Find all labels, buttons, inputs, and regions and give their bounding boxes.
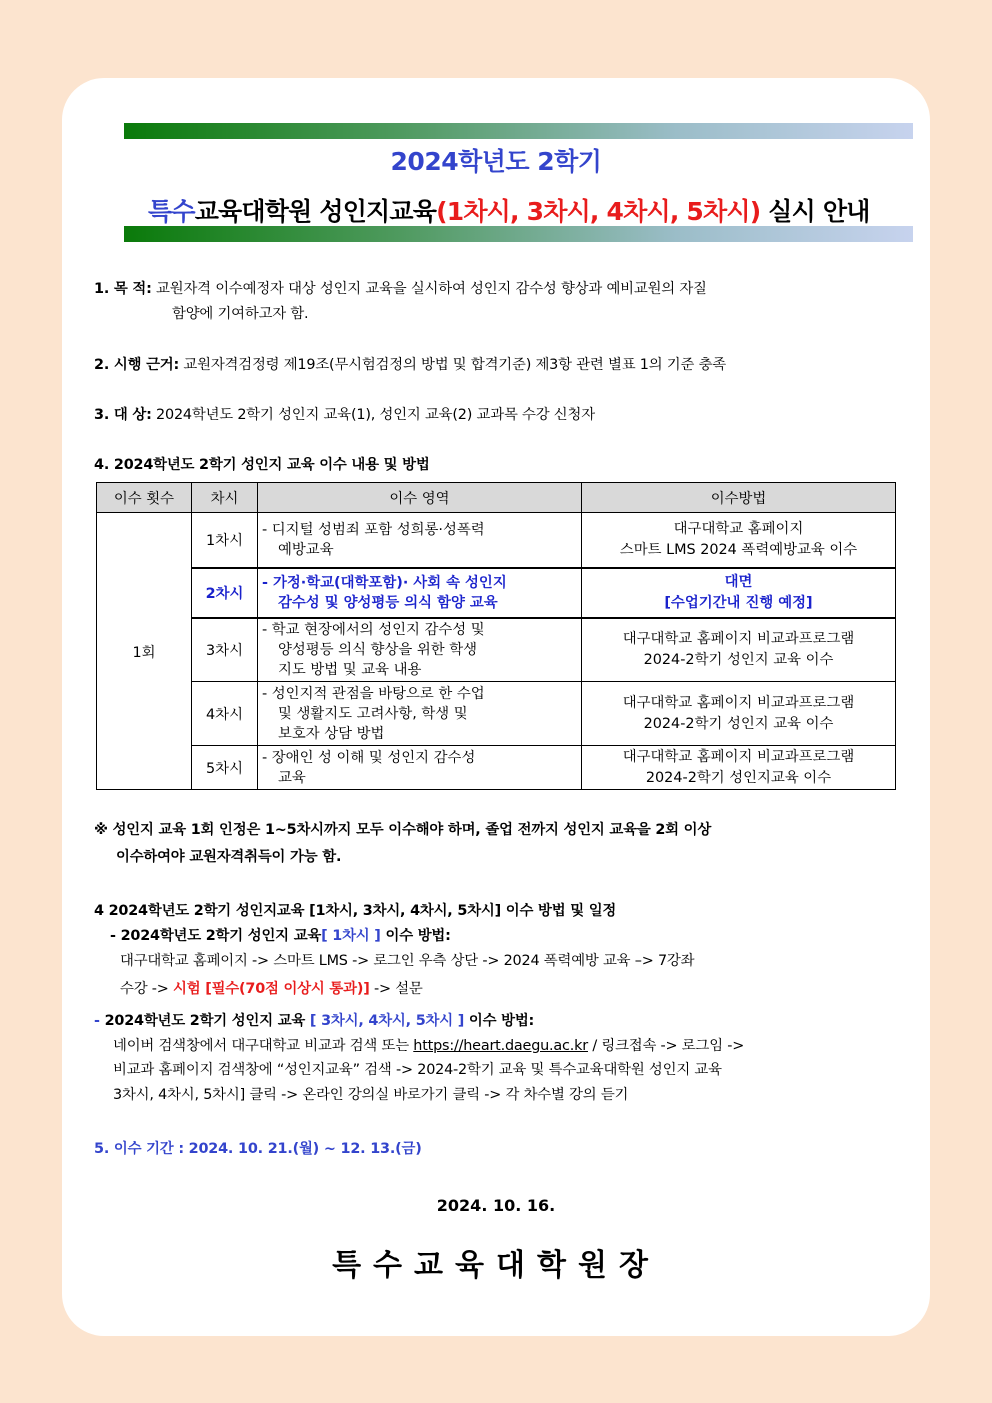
table-row (97, 618, 896, 682)
session-cell: 5차시 (192, 746, 258, 790)
title-prefix: 특수 (148, 197, 195, 226)
area-cell: - 가정·학교(대학포함)· 사회 속 성인지 감수성 및 양성평등 의식 함양 교육 (258, 568, 582, 618)
heart-link[interactable]: https://heart.daegu.ac.kr (413, 1038, 588, 1054)
table-row (97, 513, 896, 568)
title-sessions: (1차시, 3차시, 4차시, 5차시) (436, 197, 761, 226)
area-cell: - 디지털 성범죄 포함 성희롱·성폭력 예방교육 (258, 513, 582, 568)
purpose-label: 1. 목 적: (94, 281, 152, 297)
target-line: 3. 대 상: 2024학년도 2학기 성인지 교육(1), 성인지 교육(2) 교과목 수강 신청자 (94, 407, 595, 423)
method-cell: 대구대학교 홈페이지 비교과프로그램 2024-2학기 성인지 교육 이수 (582, 618, 896, 682)
s1-session: [ 1차시 ] (321, 928, 381, 944)
purpose-line1: 1. 목 적: 교원자격 이수예정자 대상 성인지 교육을 실시하여 성인지 감수성 향상과 예비교원의 자질 (94, 281, 707, 297)
area-cell: - 성인지적 관점을 바탕으로 한 수업 및 생활지도 고려사항, 학생 및 보호자 상담 방법 (258, 682, 582, 746)
page-title (148, 192, 870, 228)
period-line: 5. 이수 기간 : 2024. 10. 21.(월) ~ 12. 13.(금) (94, 1141, 422, 1157)
method-cell: 대구대학교 홈페이지 비교과프로그램 2024-2학기 성인지교육 이수 (582, 746, 896, 790)
target-label: 3. 대 상: (94, 407, 152, 423)
note-line2: 이수하여야 교원자격취득이 가능 함. (116, 849, 342, 865)
header-gradient-bar-bottom (124, 226, 913, 242)
note-line1: ※ 성인지 교육 1회 인정은 1~5차시까지 모두 이수해야 하며, 졸업 전까지 성인지 교육을 2회 이상 (94, 822, 712, 838)
schedule-s2-line3: 3차시, 4차시, 5차시] 클릭 -> 온라인 강의실 바로가기 클릭 -> 각 차수별 강의 듣기 (113, 1087, 629, 1103)
exam-required: 시험 [필수(70점 이상시 통과)] (173, 981, 370, 997)
schedule-s2-line1: 네이버 검색창에서 대구대학교 비교과 검색 또는 https://heart.daegu.ac.kr / 링크접속 -> 로그임 -> (113, 1038, 745, 1054)
table-header-row (97, 483, 896, 513)
th-method: 이수방법 (582, 483, 896, 513)
method-cell: 대구대학교 홈페이지 스마트 LMS 2024 폭력예방교육 이수 (582, 513, 896, 568)
th-area: 이수 영역 (258, 483, 582, 513)
schedule-s2-line2: 비교과 홈페이지 검색창에 “성인지교육” 검색 -> 2024-2학기 교육 및 특수교육대학원 성인지 교육 (113, 1062, 722, 1078)
schedule-s1-line1: 대구대학교 홈페이지 -> 스마트 LMS -> 로그인 우측 상단 -> 2024 폭력예방 교육 –> 7강좌 (120, 953, 695, 969)
basis-line: 2. 시행 근거: 교원자격검정령 제19조(무시험검정의 방법 및 합격기준) 제3항 관련 별표 1의 기준 충족 (94, 357, 726, 373)
session-cell: 1차시 (192, 513, 258, 568)
table-row (97, 746, 896, 790)
table-row (97, 682, 896, 746)
content-heading: 4. 2024학년도 2학기 성인지 교육 이수 내용 및 방법 (94, 457, 430, 473)
method-cell: 대구대학교 홈페이지 비교과프로그램 2024-2학기 성인지 교육 이수 (582, 682, 896, 746)
title-mid: 교육대학원 성인지교육 (194, 197, 437, 226)
course-table (96, 482, 896, 790)
schedule-s1-heading: - 2024학년도 2학기 성인지 교육[ 1차시 ] 이수 방법: (110, 928, 451, 944)
area-cell: - 장애인 성 이해 및 성인지 감수성 교육 (258, 746, 582, 790)
issue-date: 2024. 10. 16. (436, 1196, 556, 1215)
session-cell: 4차시 (192, 682, 258, 746)
header-gradient-bar-top (124, 123, 913, 139)
session-cell: 3차시 (192, 618, 258, 682)
purpose-line2: 함양에 기여하고자 함. (172, 306, 309, 322)
table-row-highlight (97, 568, 896, 618)
session-cell: 2차시 (192, 568, 258, 618)
schedule-heading: 4 2024학년도 2학기 성인지교육 [1차시, 3차시, 4차시, 5차시] 이수 방법 및 일정 (94, 903, 617, 919)
method-cell: 대면 [수업기간내 진행 예정] (582, 568, 896, 618)
signature: 특수교육대학원장 (332, 1248, 660, 1283)
area-cell: - 학교 현장에서의 성인지 감수성 및 양성평등 의식 향상을 위한 학생 지도 방법 및 교육 내용 (258, 618, 582, 682)
basis-label: 2. 시행 근거: (94, 357, 180, 373)
s2-sessions: [ 3차시, 4차시, 5차시 ] (309, 1013, 465, 1029)
title-semester: 2024학년도 2학기 (390, 147, 602, 176)
schedule-s2-heading: - 2024학년도 2학기 성인지 교육 [ 3차시, 4차시, 5차시 ] 이수 방법: (94, 1013, 535, 1029)
schedule-s1-line2: 수강 -> 시험 [필수(70점 이상시 통과)] -> 설문 (120, 981, 423, 997)
th-session: 차시 (192, 483, 258, 513)
th-count: 이수 횟수 (97, 483, 192, 513)
title-suffix: 실시 안내 (760, 197, 870, 226)
count-cell: 1회 (97, 513, 192, 790)
